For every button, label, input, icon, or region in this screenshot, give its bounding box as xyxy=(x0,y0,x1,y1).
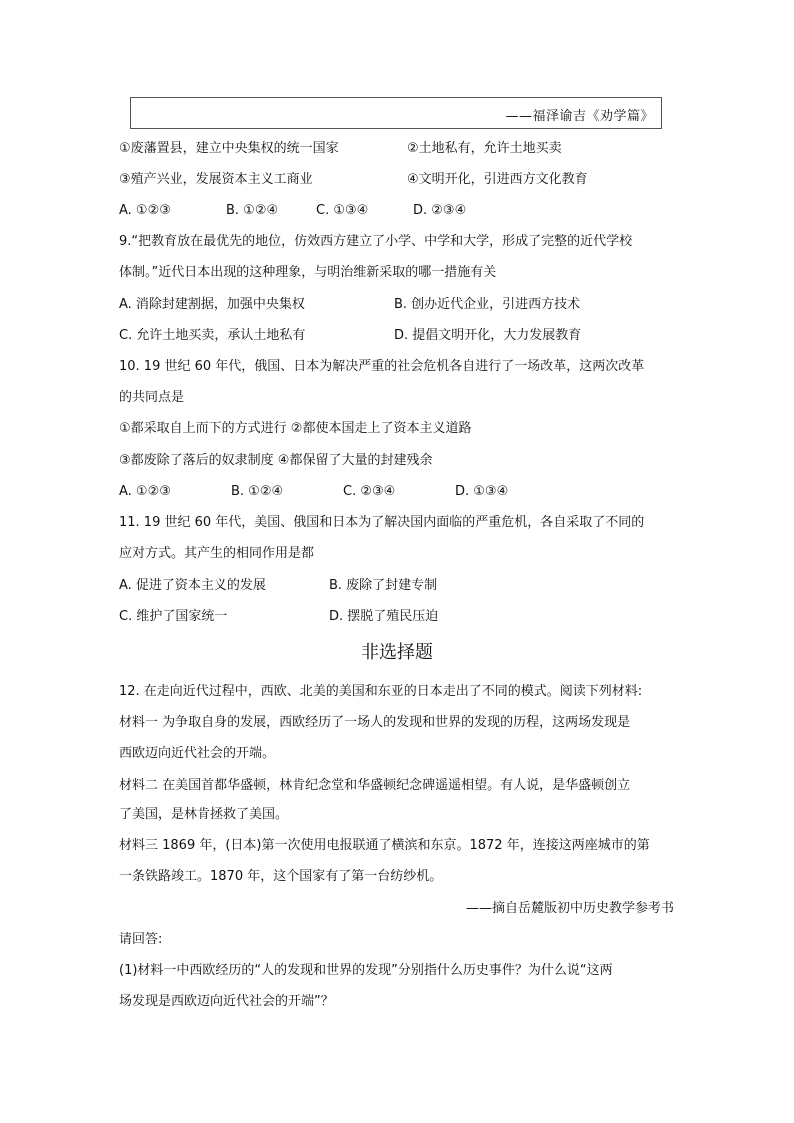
q8-item-1: ①废藩置县，建立中央集权的统一国家 xyxy=(119,141,339,156)
q8-item-4: ④文明开化，引进西方文化教育 xyxy=(407,172,588,187)
q9-option-c: C. 允许土地买卖，承认土地私有 xyxy=(119,328,306,343)
q12-material1-line2: 西欧迈向近代社会的开端。 xyxy=(119,746,276,761)
q10-option-d: D. ①③④ xyxy=(455,484,509,499)
q9-stem-line1: 9.“把教育放在最优先的地位，仿效西方建立了小学、中学和大学，形成了完整的近代学校 xyxy=(119,234,633,249)
q12-source: ——摘自岳麓版初中历史教学参考书 xyxy=(465,901,674,916)
q8-item-3: ③殖产兴业，发展资本主义工商业 xyxy=(119,172,313,187)
q12-material2-line2: 了美国，是林肯拯救了美国。 xyxy=(119,807,289,822)
q8-option-b: B. ①②④ xyxy=(226,203,279,218)
q9-stem-line2: 体制。”近代日本出现的这种理象，与明治维新采取的哪一措施有关 xyxy=(119,265,497,280)
q10-stem-line2: 的共同点是 xyxy=(119,390,185,405)
q8-option-c: C. ①③④ xyxy=(316,203,369,218)
q9-option-a: A. 消除封建割据，加强中央集权 xyxy=(119,297,305,312)
q12-material1-line1: 材料一 为争取自身的发展，西欧经历了一场人的发现和世界的发现的历程，这两场发现是 xyxy=(119,715,631,730)
quote-source: ——福泽谕吉《劝学篇》 xyxy=(505,109,654,124)
q12-material2-line1: 材料二 在美国首都华盛顿，林肯纪念堂和华盛顿纪念碑遥遥相望。有人说，是华盛顿创立 xyxy=(119,778,631,793)
q10-items-line2: ③都废除了落后的奴隶制度 ④都保留了大量的封建残余 xyxy=(119,453,433,468)
q8-item-2: ②土地私有，允许土地买卖 xyxy=(407,141,562,156)
q11-option-d: D. 摆脱了殖民压迫 xyxy=(329,609,439,624)
q12-ask: 请回答: xyxy=(119,932,163,947)
q10-items-line1: ①都采取自上而下的方式进行 ②都使本国走上了资本主义道路 xyxy=(119,421,472,436)
q11-option-a: A. 促进了资本主义的发展 xyxy=(119,578,266,593)
q10-option-a: A. ①②③ xyxy=(119,484,171,499)
q11-stem-line2: 应对方式。其产生的相同作用是都 xyxy=(119,546,315,561)
q8-option-a: A. ①②③ xyxy=(119,203,171,218)
q9-option-b: B. 创办近代企业，引进西方技术 xyxy=(394,297,581,312)
q12-sub1-line2: 场发现是西欧迈向近代社会的开端”？ xyxy=(119,994,334,1009)
q11-option-c: C. 维护了国家统一 xyxy=(119,609,228,624)
q12-stem: 12. 在走向近代过程中，西欧、北美的美国和东亚的日本走出了不同的模式。阅读下列材料: xyxy=(119,684,643,699)
q12-material3-line2: 一条铁路竣工。1870 年，这个国家有了第一台纺纱机。 xyxy=(119,869,443,884)
q11-option-b: B. 废除了封建专制 xyxy=(329,578,438,593)
q10-option-c: C. ②③④ xyxy=(343,484,396,499)
section-title: 非选择题 xyxy=(361,642,433,663)
q10-stem-line1: 10. 19 世纪 60 年代，俄国、日本为解决严重的社会危机各自进行了一场改革，这两次改革 xyxy=(119,359,645,374)
q9-option-d: D. 提倡文明开化，大力发展教育 xyxy=(394,328,582,343)
q12-material3-line1: 材料三 1869 年，(日本)第一次使用电报联通了横滨和东京。1872 年，连接这两座城市的第 xyxy=(119,838,650,853)
quote-box xyxy=(130,97,662,129)
q11-stem-line1: 11. 19 世纪 60 年代，美国、俄国和日本为了解决国内面临的严重危机，各自采取了不同的 xyxy=(119,515,645,530)
q10-option-b: B. ①②④ xyxy=(231,484,284,499)
q8-option-d: D. ②③④ xyxy=(413,203,467,218)
q12-sub1-line1: (1)材料一中西欧经历的“人的发现和世界的发现”分别指什么历史事件？为什么说“这两 xyxy=(119,963,613,978)
